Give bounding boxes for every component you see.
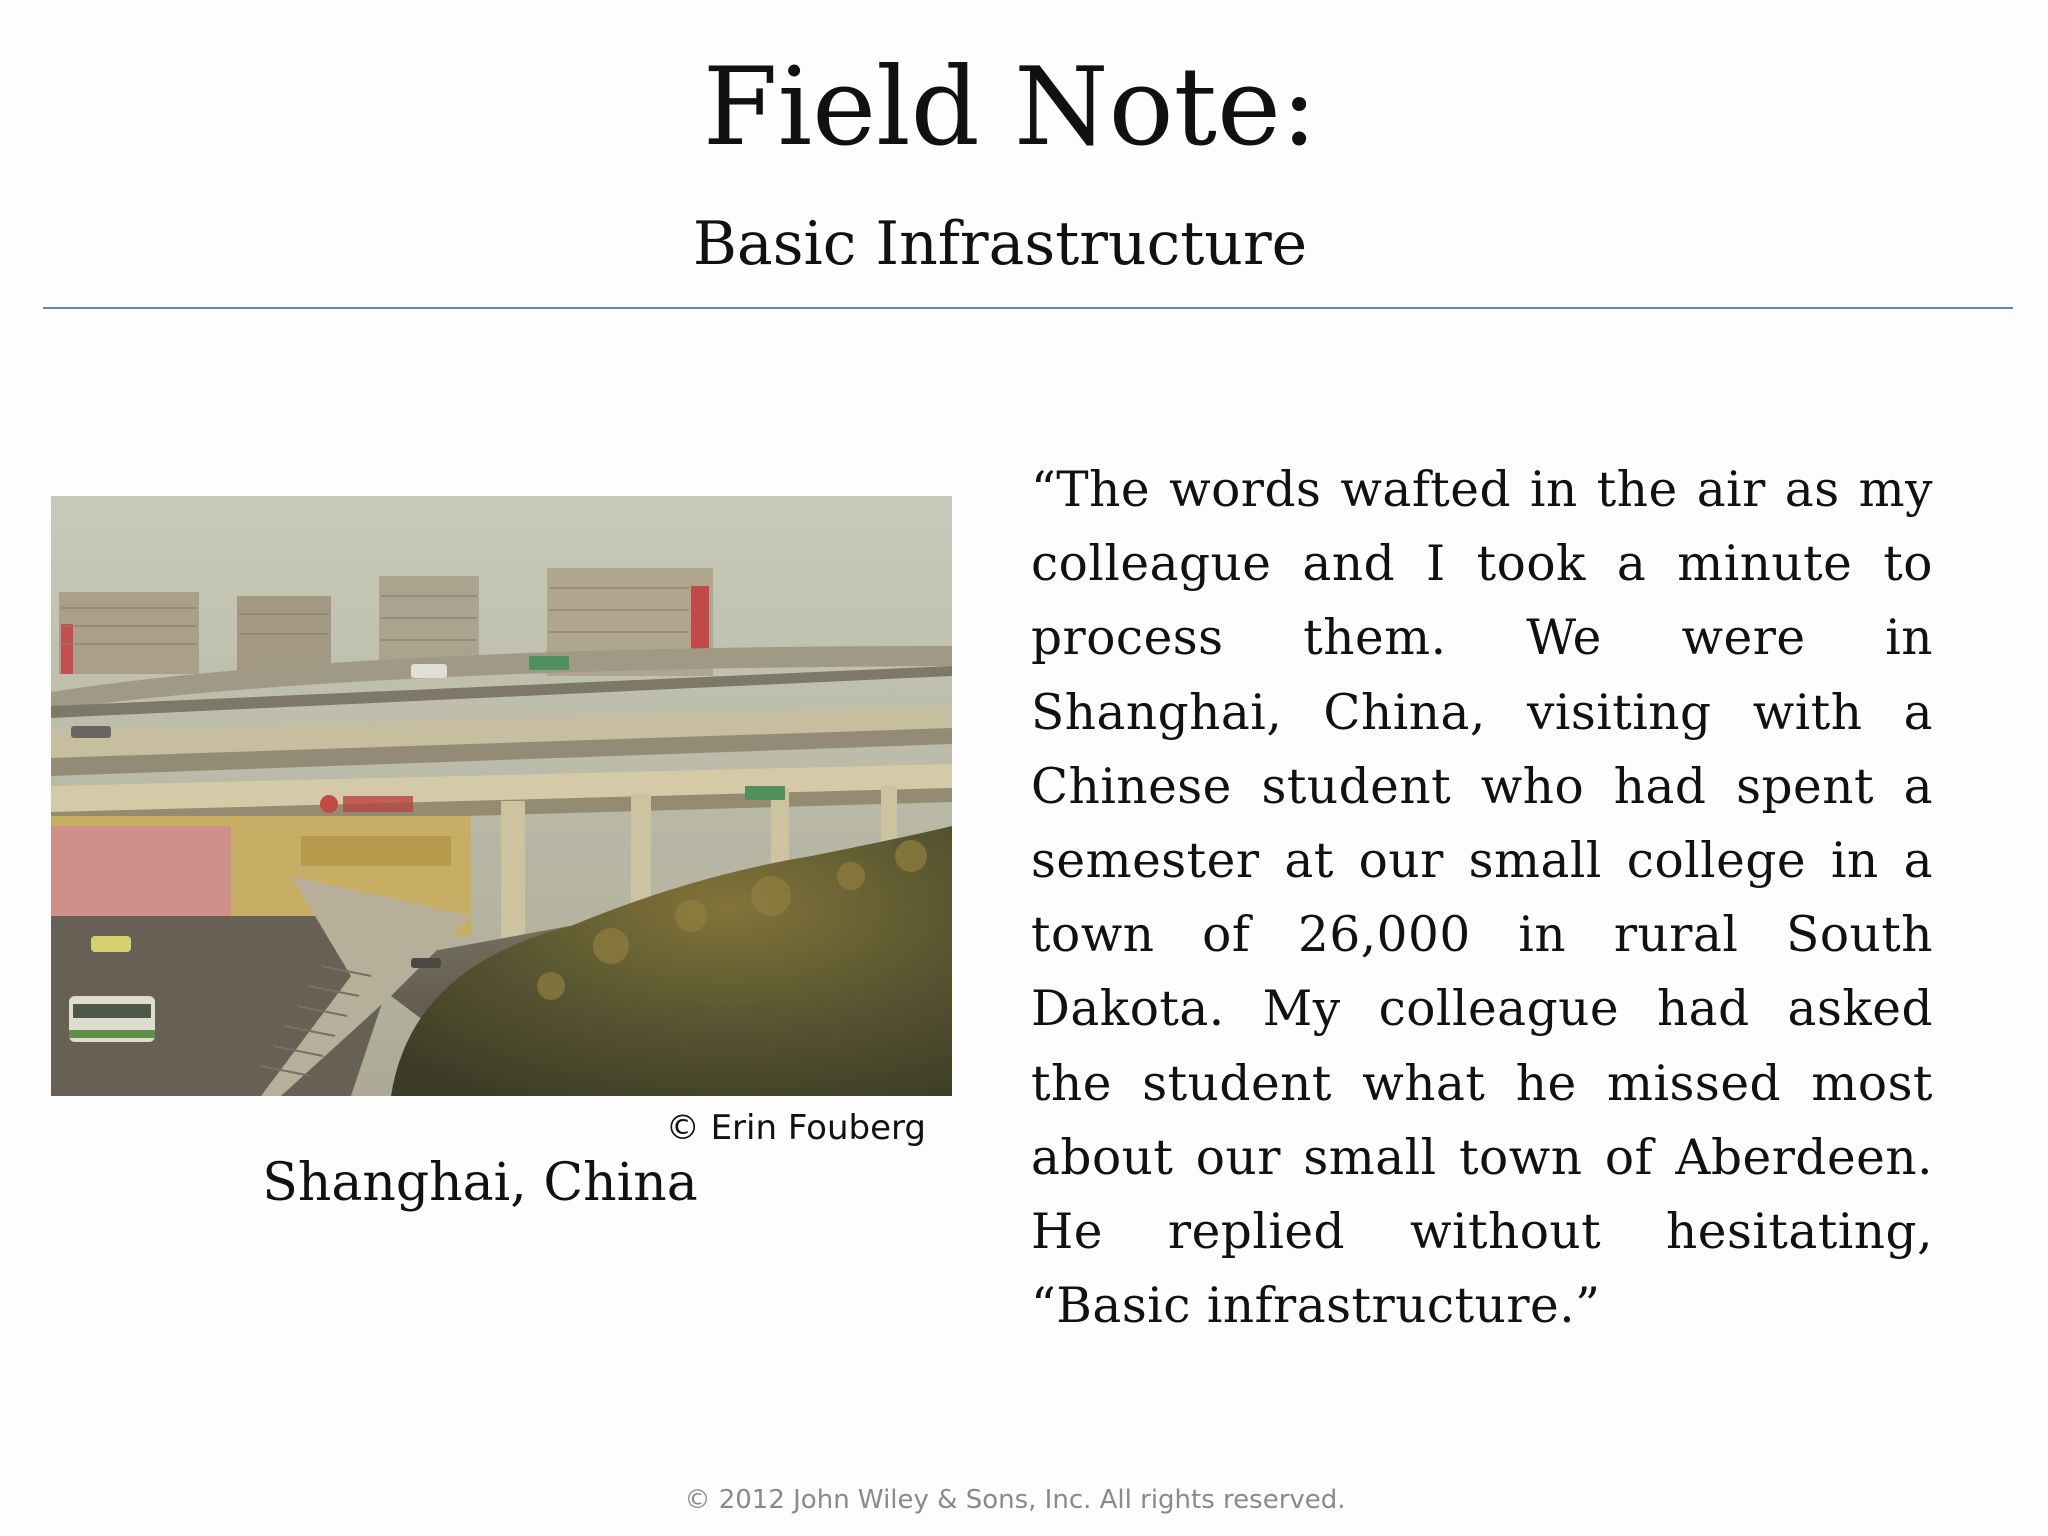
field-note-quote: “The words wafted in the air as my colleague and I took a minute to process them. We were in Shanghai, China, visiting with a Chinese student who had spent a semester at our small college in a town of 26,000 in rural South Dakota. My colleague had asked the student what he missed most about our small town of Aberdeen. He replied without hesitating, “Basic infrastructure.”	[1031, 462, 1933, 1335]
title-divider	[43, 307, 2013, 309]
slide-title: Field Note:	[702, 45, 1318, 170]
copyright-footer: © 2012 John Wiley & Sons, Inc. All rights reserved.	[684, 1485, 1346, 1515]
photo-caption: Shanghai, China	[262, 1153, 698, 1213]
shanghai-overpass-photo	[51, 496, 952, 1096]
photo-credit: © Erin Fouberg	[665, 1108, 926, 1148]
slide-subtitle: Basic Infrastructure	[692, 209, 1308, 279]
